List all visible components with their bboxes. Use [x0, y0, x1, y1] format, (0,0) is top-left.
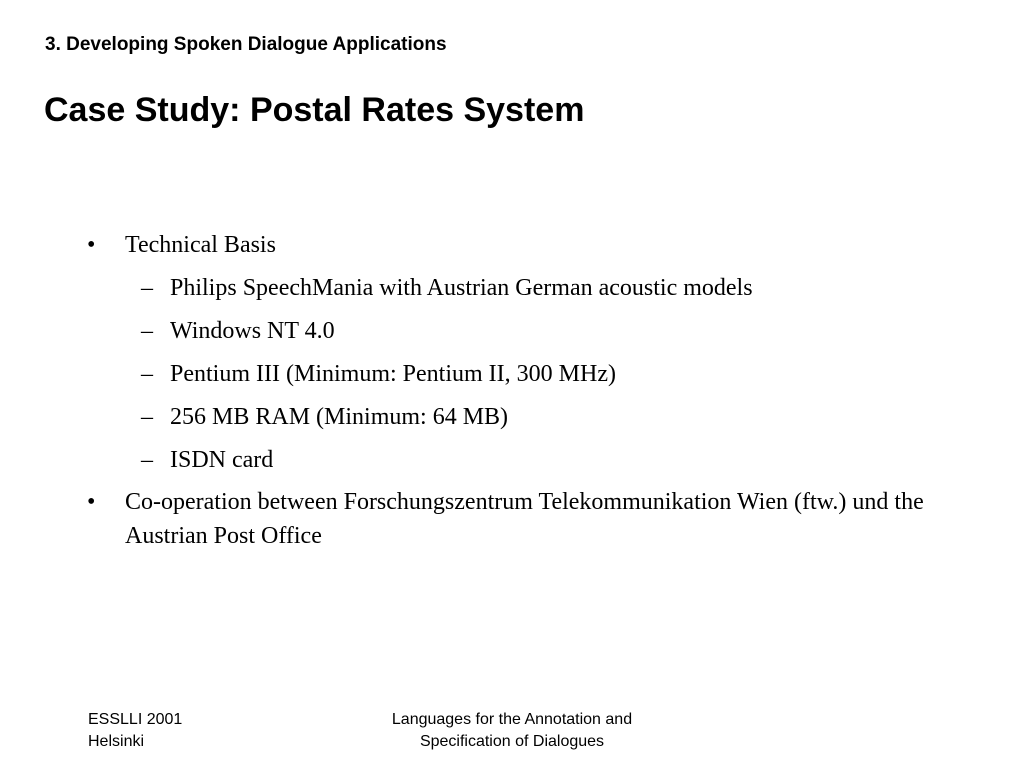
- sub-dash: –: [141, 275, 153, 301]
- sub-item: [141, 443, 274, 477]
- section-title: 3. Developing Spoken Dialogue Applications: [45, 34, 447, 55]
- sub-item-text: ISDN card: [170, 447, 274, 473]
- footer-left: [88, 709, 182, 753]
- bullet-item: [87, 228, 925, 262]
- sub-item: [141, 357, 616, 391]
- sub-item: [141, 400, 509, 434]
- sub-item: [141, 271, 753, 305]
- footer-course-line2: Specification of Dialogues: [419, 733, 605, 750]
- footer-location: Helsinki: [88, 733, 145, 750]
- bullet-mark: •: [87, 232, 96, 258]
- bullet-item: [87, 485, 930, 553]
- sub-item-text: 256 MB RAM (Minimum: 64 MB): [170, 404, 509, 430]
- footer-center: [337, 709, 687, 753]
- footer-event: ESSLLI 2001: [88, 711, 183, 728]
- sub-item-text: Pentium III (Minimum: Pentium II, 300 MHz): [170, 361, 616, 387]
- sub-dash: –: [141, 404, 153, 430]
- slide-title: Case Study: Postal Rates System: [44, 91, 585, 129]
- sub-dash: –: [141, 361, 153, 387]
- sub-item: [141, 314, 335, 348]
- bullet-text: Technical Basis: [125, 232, 276, 258]
- bullet-text: Co-operation between Forschungszentrum Telekommunikation Wien (ftw.) und the Austrian Post Office: [125, 489, 924, 549]
- sub-item-text: Philips SpeechMania with Austrian German acoustic models: [170, 275, 753, 301]
- footer-course-line1: Languages for the Annotation and: [391, 711, 633, 728]
- sub-item-text: Windows NT 4.0: [170, 318, 335, 344]
- bullet-mark: •: [87, 489, 96, 515]
- sub-dash: –: [141, 318, 153, 344]
- sub-dash: –: [141, 447, 153, 473]
